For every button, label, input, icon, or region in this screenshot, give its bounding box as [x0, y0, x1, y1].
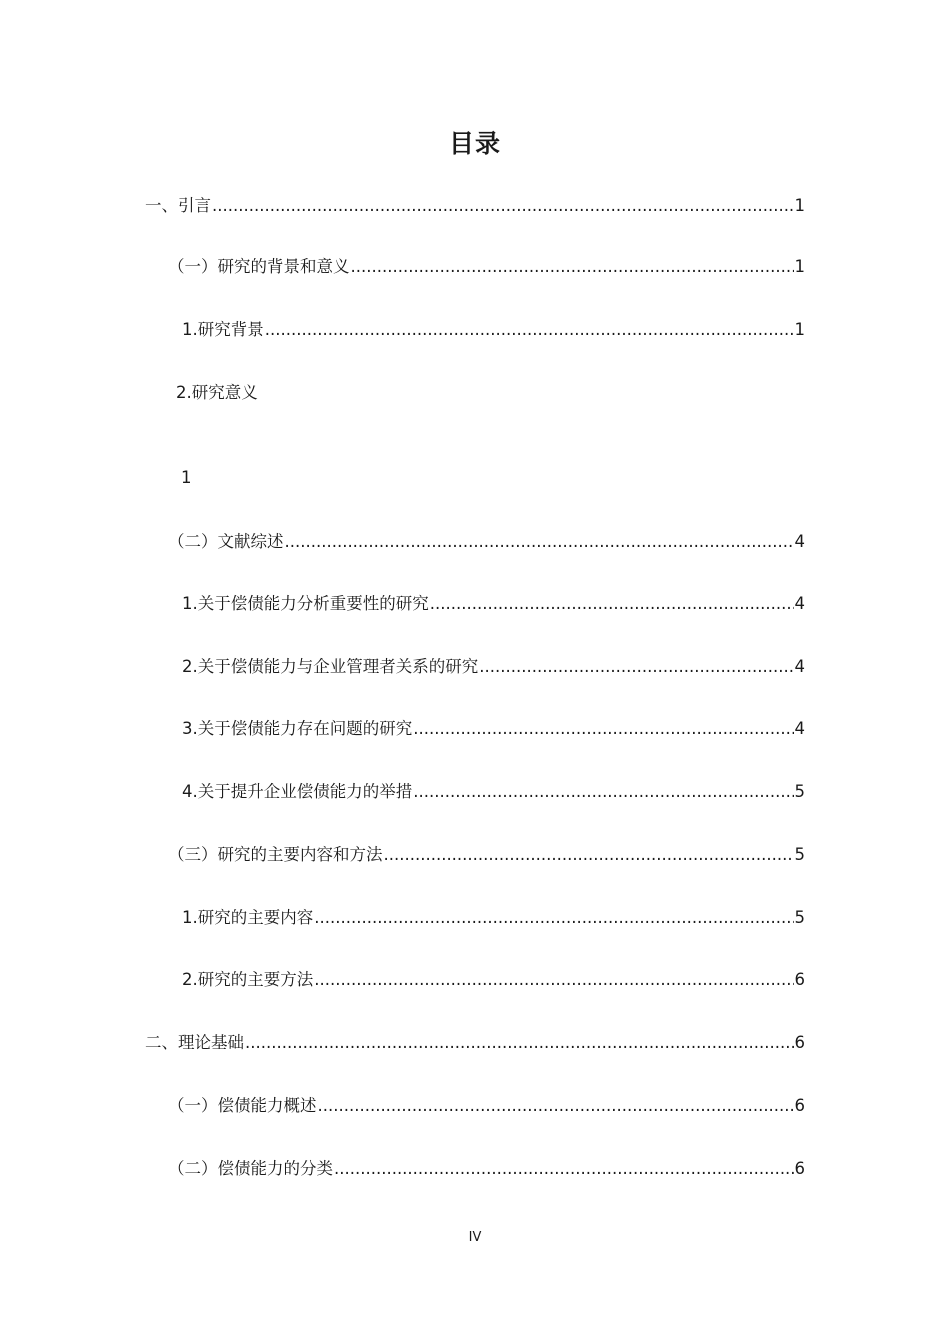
toc-entry-page: 5	[794, 845, 805, 864]
toc-entry-page: 6	[794, 1159, 805, 1178]
toc-entry-chapter-1[interactable]	[145, 193, 805, 219]
toc-entry-page: 5	[794, 782, 805, 801]
toc-entry-page: 4	[794, 532, 805, 551]
toc-entry-section-1-3[interactable]	[168, 842, 805, 868]
toc-leader-dots	[413, 779, 793, 805]
toc-entry-text: 一、引言	[145, 196, 211, 215]
toc-leader-dots	[285, 529, 794, 555]
toc-entry-chapter-2[interactable]	[145, 1030, 805, 1056]
toc-entry-text: （一）研究的背景和意义	[168, 257, 350, 276]
toc-entry-text: 2.关于偿债能力与企业管理者关系的研究	[182, 657, 479, 676]
toc-entry-page: 1	[794, 196, 805, 215]
toc-entry-page: 4	[794, 719, 805, 738]
toc-entry-subsection-1-3-2[interactable]	[182, 967, 805, 993]
toc-leader-dots	[265, 317, 794, 343]
toc-entry-subsection-1-2-4[interactable]	[182, 779, 805, 805]
toc-entry-text: 1.研究的主要内容	[182, 908, 314, 927]
toc-entry-section-1-2[interactable]	[168, 529, 805, 555]
toc-entry-page: 6	[794, 970, 805, 989]
toc-leader-dots	[212, 193, 794, 219]
toc-leader-dots	[351, 254, 794, 280]
toc-entry-section-2-2[interactable]	[168, 1156, 805, 1182]
toc-entry-text: 4.关于提升企业偿债能力的举措	[182, 782, 413, 801]
toc-leader-dots	[245, 1030, 794, 1056]
toc-entry-subsection-1-2-3[interactable]	[182, 716, 805, 742]
toc-entry-text: 1.关于偿债能力分析重要性的研究	[182, 594, 429, 613]
toc-entry-page: 4	[794, 657, 805, 676]
page-footer-number: IV	[468, 1230, 482, 1245]
toc-entry-text: 1.研究背景	[182, 320, 264, 339]
toc-leader-dots	[334, 1156, 794, 1182]
toc-entry-section-2-1[interactable]	[168, 1093, 805, 1119]
toc-entry-text: （二）偿债能力的分类	[168, 1159, 333, 1178]
toc-title: 目录	[448, 129, 501, 158]
toc-entry-subsection-1-3-1[interactable]	[182, 905, 805, 931]
toc-leader-dots	[384, 842, 794, 868]
toc-stray-page-number: 1	[181, 468, 192, 487]
toc-entry-page: 1	[794, 320, 805, 339]
toc-entry-text: （三）研究的主要内容和方法	[168, 845, 383, 864]
toc-entry-page: 1	[794, 257, 805, 276]
toc-leader-dots	[314, 905, 793, 931]
toc-entry-page: 4	[794, 594, 805, 613]
toc-leader-dots	[318, 1093, 794, 1119]
toc-entry-text: 3.关于偿债能力存在问题的研究	[182, 719, 413, 738]
toc-entry-page: 6	[794, 1096, 805, 1115]
toc-entry-text: 2.研究的主要方法	[182, 970, 314, 989]
toc-entry-text: （一）偿债能力概述	[168, 1096, 317, 1115]
toc-entry-subsection-1-1-1[interactable]	[182, 317, 805, 343]
toc-entry-subsection-1-2-2[interactable]	[182, 654, 805, 680]
toc-entry-page: 5	[794, 908, 805, 927]
toc-leader-dots	[430, 591, 794, 617]
toc-leader-dots	[413, 716, 793, 742]
toc-entry-subsection-1-2-1[interactable]	[182, 591, 805, 617]
toc-entry-section-1-1[interactable]	[168, 254, 805, 280]
toc-leader-dots	[314, 967, 793, 993]
toc-entry-text: 二、理论基础	[145, 1033, 244, 1052]
toc-entry-text: （二）文献综述	[168, 532, 284, 551]
toc-leader-dots	[479, 654, 793, 680]
toc-entry-page: 6	[794, 1033, 805, 1052]
toc-entry-subsection-1-1-2[interactable]: 2.研究意义	[176, 383, 258, 402]
